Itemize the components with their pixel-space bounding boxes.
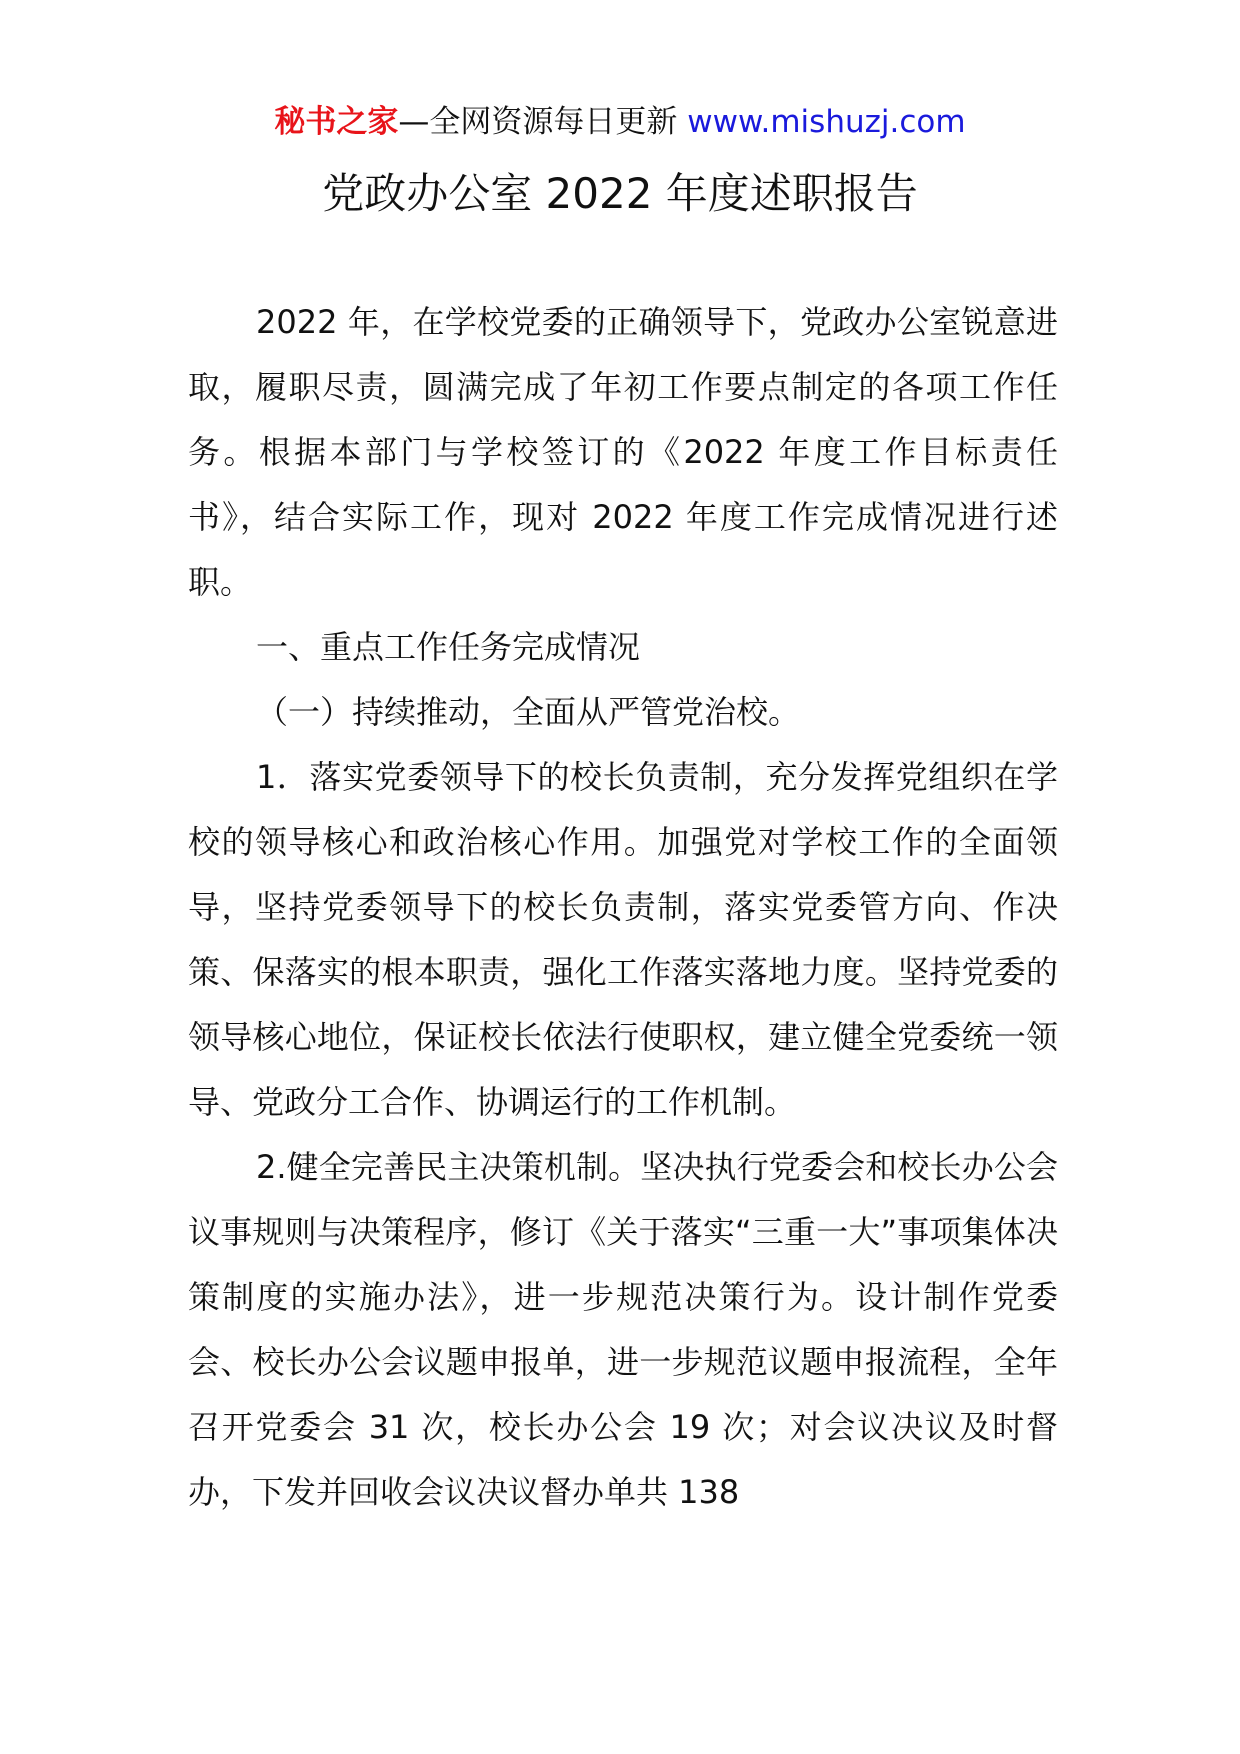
item-paragraph-1: 1．落实党委领导下的校长负责制，充分发挥党组织在学校的领导核心和政治核心作用。加强党对学校工作的全面领导，坚持党委领导下的校长负责制，落实党委管方向、作决策、保落实的根本职责，强化工作落实落地力度。坚持党委的领导核心地位，保证校长依法行使职权，建立健全党委统一领导、党政分工合作、协调运行的工作机制。: [188, 758, 1058, 1121]
site-url-link[interactable]: www.mishuzj.com: [687, 104, 966, 140]
section-heading: 一、重点工作任务完成情况: [256, 628, 641, 666]
intro-paragraph: 2022 年，在学校党委的正确领导下，党政办公室锐意进取，履职尽责，圆满完成了年初工作要点制定的各项工作任务。根据本部门与学校签订的《2022 年度工作目标责任书》，结合实际工作，现对 2022 年度工作完成情况进行述职。: [188, 303, 1058, 601]
banner-slogan: —全网资源每日更新: [398, 104, 688, 140]
brand-name: 秘书之家: [274, 104, 399, 140]
site-banner: [0, 102, 1240, 142]
item-paragraph-2: 2.健全完善民主决策机制。坚决执行党委会和校长办公会议事规则与决策程序，修订《关于落实“三重一大”事项集体决策制度的实施办法》，进一步规范决策行为。设计制作党委会、校长办公会议题申报单，进一步规范议题申报流程，全年召开党委会 31 次，校长办公会 19 次；对会议决议及时督办，下发并回收会议决议督办单共 138: [188, 1148, 1058, 1511]
subsection-heading: （一）持续推动，全面从严管党治校。: [256, 693, 801, 731]
document-body: [188, 290, 1058, 1525]
document-title: 党政办公室 2022 年度述职报告: [322, 169, 918, 218]
